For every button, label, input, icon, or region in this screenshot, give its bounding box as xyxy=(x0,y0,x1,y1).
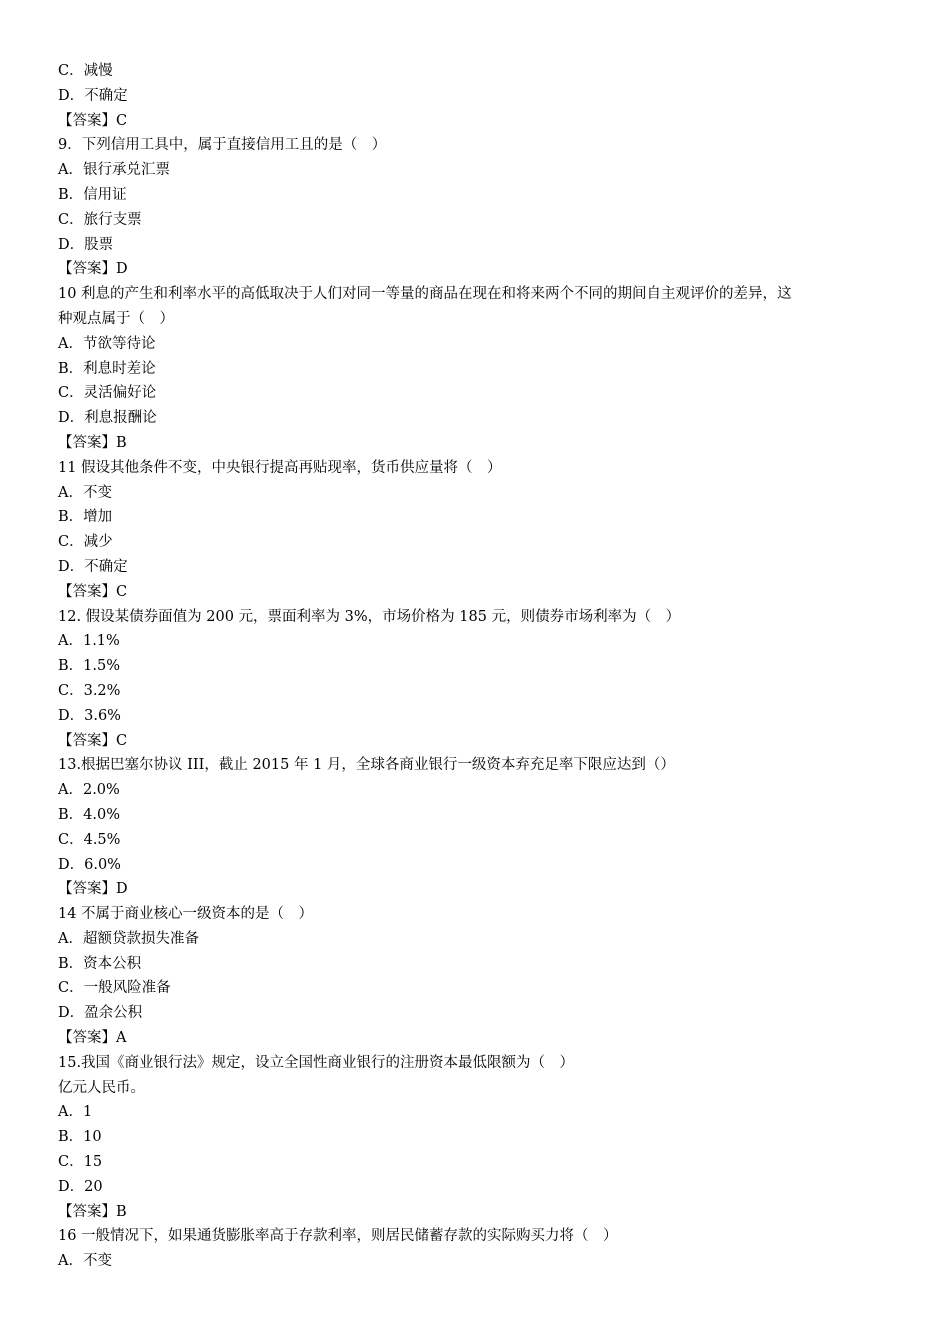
question-13: 13.根据巴塞尔协议 III，截止 2015 年 1 月，全球各商业银行一级资本弃充足率下限应达到（） xyxy=(58,757,675,774)
option-c: C．一般风险准备 xyxy=(58,980,171,997)
option-b: B．增加 xyxy=(58,509,113,526)
option-a: A．银行承兑汇票 xyxy=(58,162,170,179)
option-d: D．不确定 xyxy=(58,87,128,104)
answer: 【答案】D xyxy=(58,881,128,898)
answer: 【答案】C xyxy=(58,583,128,600)
option-b: B．4.0% xyxy=(58,806,120,823)
option-a: A．不变 xyxy=(58,484,112,501)
option-d: D．不确定 xyxy=(58,558,128,575)
question-10: 10 利息的产生和利率水平的高低取决于人们对同一等量的商品在现在和将来两个不同的期间自主观评价的差异，这 xyxy=(58,286,792,303)
question-15: 15.我国《商业银行法》规定，设立全国性商业银行的注册资本最低限额为（ ） xyxy=(58,1054,575,1071)
answer: 【答案】B xyxy=(58,1203,127,1220)
option-b: B．信用证 xyxy=(58,186,127,203)
option-a: A．不变 xyxy=(58,1253,112,1270)
option-c: C．15 xyxy=(58,1154,103,1171)
question-11: 11 假设其他条件不变，中央银行提高再贴现率，货币供应量将（ ） xyxy=(58,459,502,476)
option-b: B．利息时差论 xyxy=(58,360,156,377)
option-a: A．1.1% xyxy=(58,633,120,650)
answer: 【答案】B xyxy=(58,434,127,451)
answer: 【答案】A xyxy=(58,1030,127,1047)
option-d: D．3.6% xyxy=(58,707,121,724)
option-d: D．股票 xyxy=(58,236,114,253)
option-d: D．6.0% xyxy=(58,856,121,873)
option-c: C．减慢 xyxy=(58,63,113,79)
option-c: C．3.2% xyxy=(58,682,121,699)
answer: 【答案】D xyxy=(58,261,128,278)
question-12: 12. 假设某债券面值为 200 元，票面利率为 3%，市场价格为 185 元，则债券市场利率为（ ） xyxy=(58,608,681,625)
option-c: C．灵活偏好论 xyxy=(58,385,157,402)
option-a: A．1 xyxy=(58,1104,93,1121)
question-10-continued: 种观点属于（ ） xyxy=(58,310,174,327)
document-page xyxy=(58,59,898,1274)
option-c: C．4.5% xyxy=(58,831,121,848)
option-d: D．盈余公积 xyxy=(58,1005,143,1022)
answer: 【答案】C xyxy=(58,732,128,749)
option-b: B．1.5% xyxy=(58,658,120,675)
answer: 【答案】C xyxy=(58,112,128,129)
option-a: A．节欲等待论 xyxy=(58,335,156,352)
question-16: 16 一般情况下，如果通货膨胀率高于存款利率，则居民储蓄存款的实际购买力将（ ） xyxy=(58,1228,618,1245)
question-9: 9．下列信用工具中，属于直接信用工且的是（ ） xyxy=(58,137,387,154)
option-c: C．旅行支票 xyxy=(58,211,142,228)
question-14: 14 不属于商业核心一级资本的是（ ） xyxy=(58,906,314,923)
option-c: C．减少 xyxy=(58,534,113,551)
option-d: D．利息报酬论 xyxy=(58,410,157,427)
option-b: B．10 xyxy=(58,1129,102,1146)
question-15-continued: 亿元人民币。 xyxy=(58,1079,145,1096)
option-d: D．20 xyxy=(58,1178,103,1195)
option-a: A．超额贷款损失准备 xyxy=(58,930,199,947)
option-a: A．2.0% xyxy=(58,782,120,799)
option-b: B．资本公积 xyxy=(58,955,142,972)
